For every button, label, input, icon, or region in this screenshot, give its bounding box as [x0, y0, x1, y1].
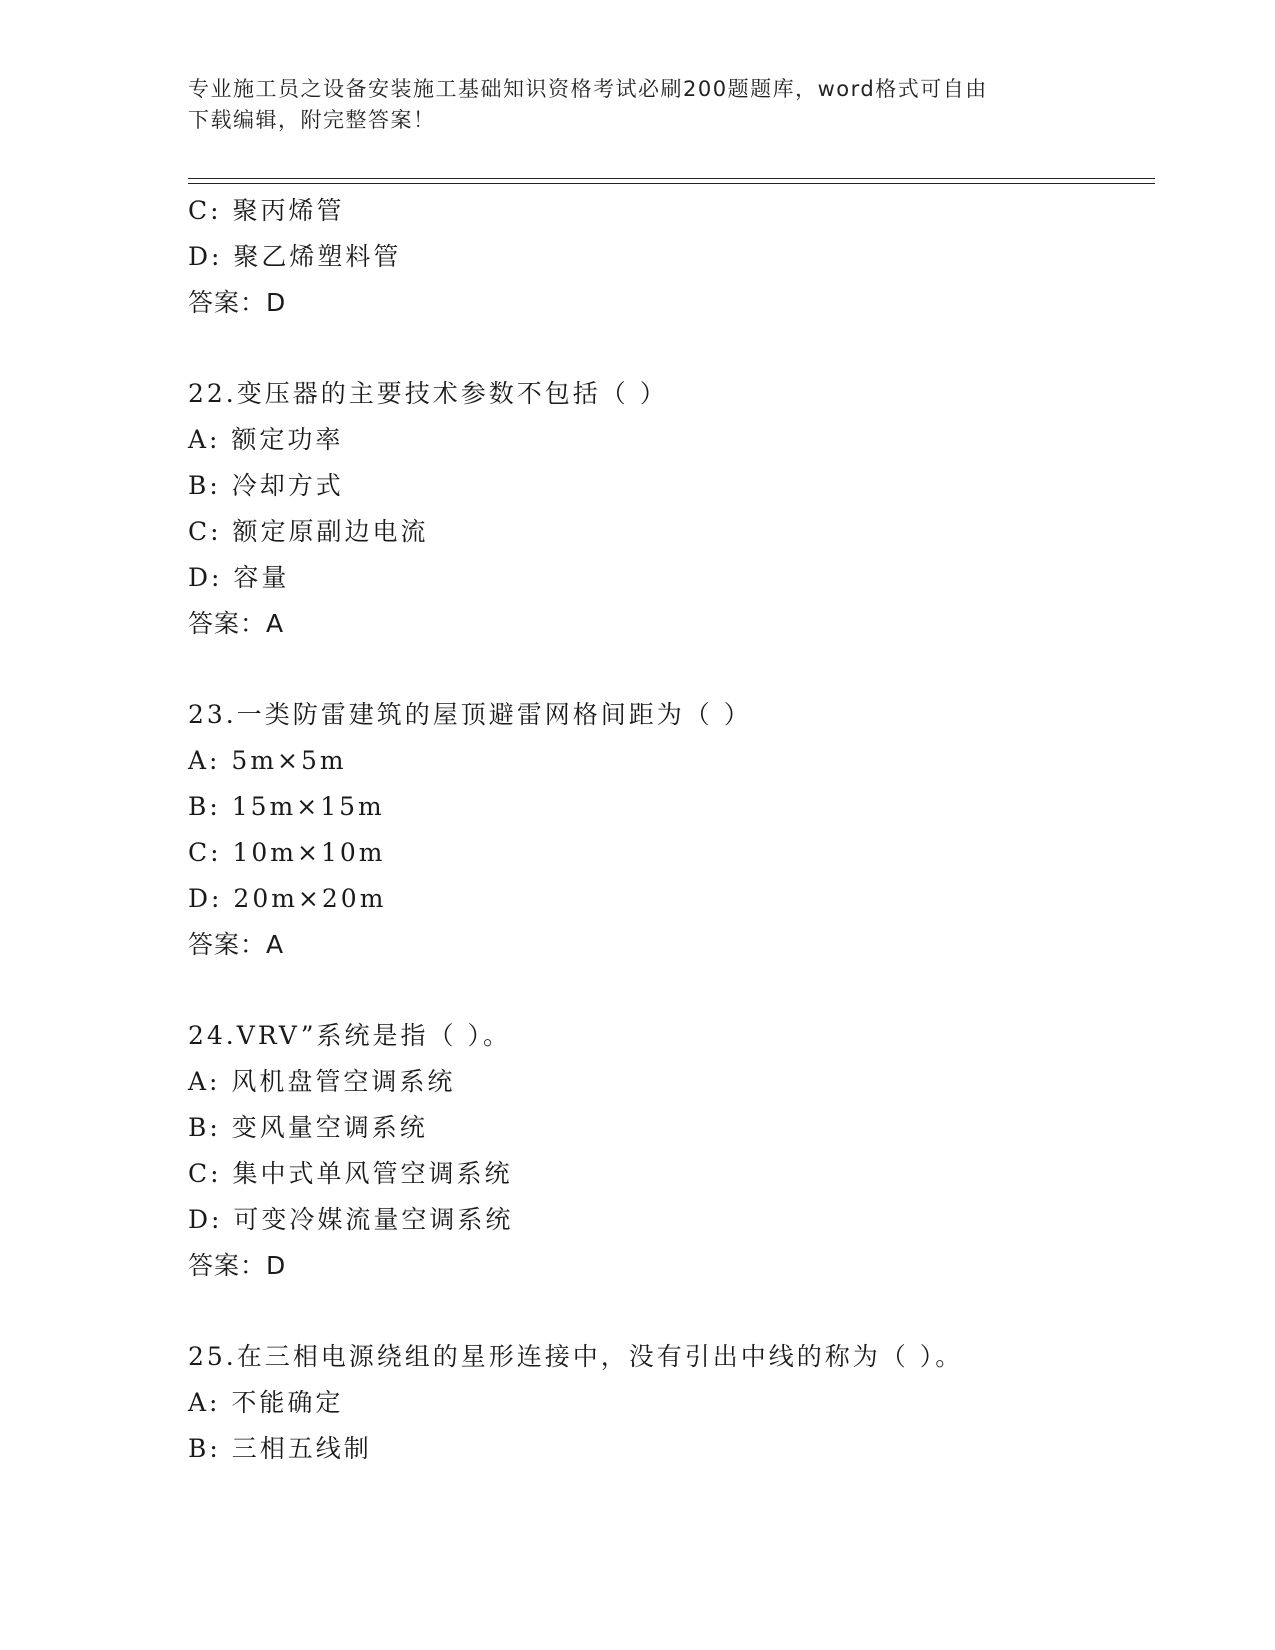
option-d: D: 可变冷媒流量空调系统 — [188, 1205, 514, 1234]
question-24 — [188, 1013, 1148, 1289]
option-d: D: 20m×20m — [188, 884, 387, 913]
header-line-2: 下载编辑，附完整答案！ — [188, 108, 436, 132]
answer-line: 答案：D — [188, 1251, 287, 1280]
option-a: A: 额定功率 — [188, 425, 344, 454]
option-a: A: 风机盘管空调系统 — [188, 1067, 456, 1096]
option-b: B: 三相五线制 — [188, 1434, 372, 1463]
option-b: B: 变风量空调系统 — [188, 1113, 428, 1142]
header-rule-bottom — [188, 183, 1155, 184]
question-25 — [188, 1334, 1148, 1472]
option-a: A: 5m×5m — [188, 746, 347, 775]
answer-line: 答案：A — [188, 609, 285, 638]
option-c: C: 10m×10m — [188, 838, 386, 867]
question-content — [188, 188, 1148, 1472]
question-23 — [188, 692, 1148, 968]
question-22 — [188, 371, 1148, 647]
option-d: D: 聚乙烯塑料管 — [188, 242, 402, 271]
option-b: B: 15m×15m — [188, 792, 385, 821]
answer-line: 答案：D — [188, 288, 287, 317]
question-stem: 25.在三相电源绕组的星形连接中，没有引出中线的称为（ ）。 — [188, 1342, 964, 1371]
option-a: A: 不能确定 — [188, 1388, 344, 1417]
option-d: D: 容量 — [188, 563, 290, 592]
question-stem: 23.一类防雷建筑的屋顶避雷网格间距为（ ） — [188, 700, 752, 729]
option-c: C: 集中式单风管空调系统 — [188, 1159, 513, 1188]
header-rule-top — [188, 178, 1155, 179]
question-stem: 22.变压器的主要技术参数不包括（ ） — [188, 379, 668, 408]
question-stem: 24.VRV”系统是指（ ）。 — [188, 1021, 511, 1050]
option-b: B: 冷却方式 — [188, 471, 344, 500]
question-21-continuation — [188, 188, 1148, 326]
option-c: C: 聚丙烯管 — [188, 196, 345, 225]
option-c: C: 额定原副边电流 — [188, 517, 429, 546]
answer-line: 答案：A — [188, 930, 285, 959]
document-header — [188, 74, 1068, 136]
header-line-1: 专业施工员之设备安装施工基础知识资格考试必刷200题题库，word格式可自由 — [188, 77, 988, 101]
